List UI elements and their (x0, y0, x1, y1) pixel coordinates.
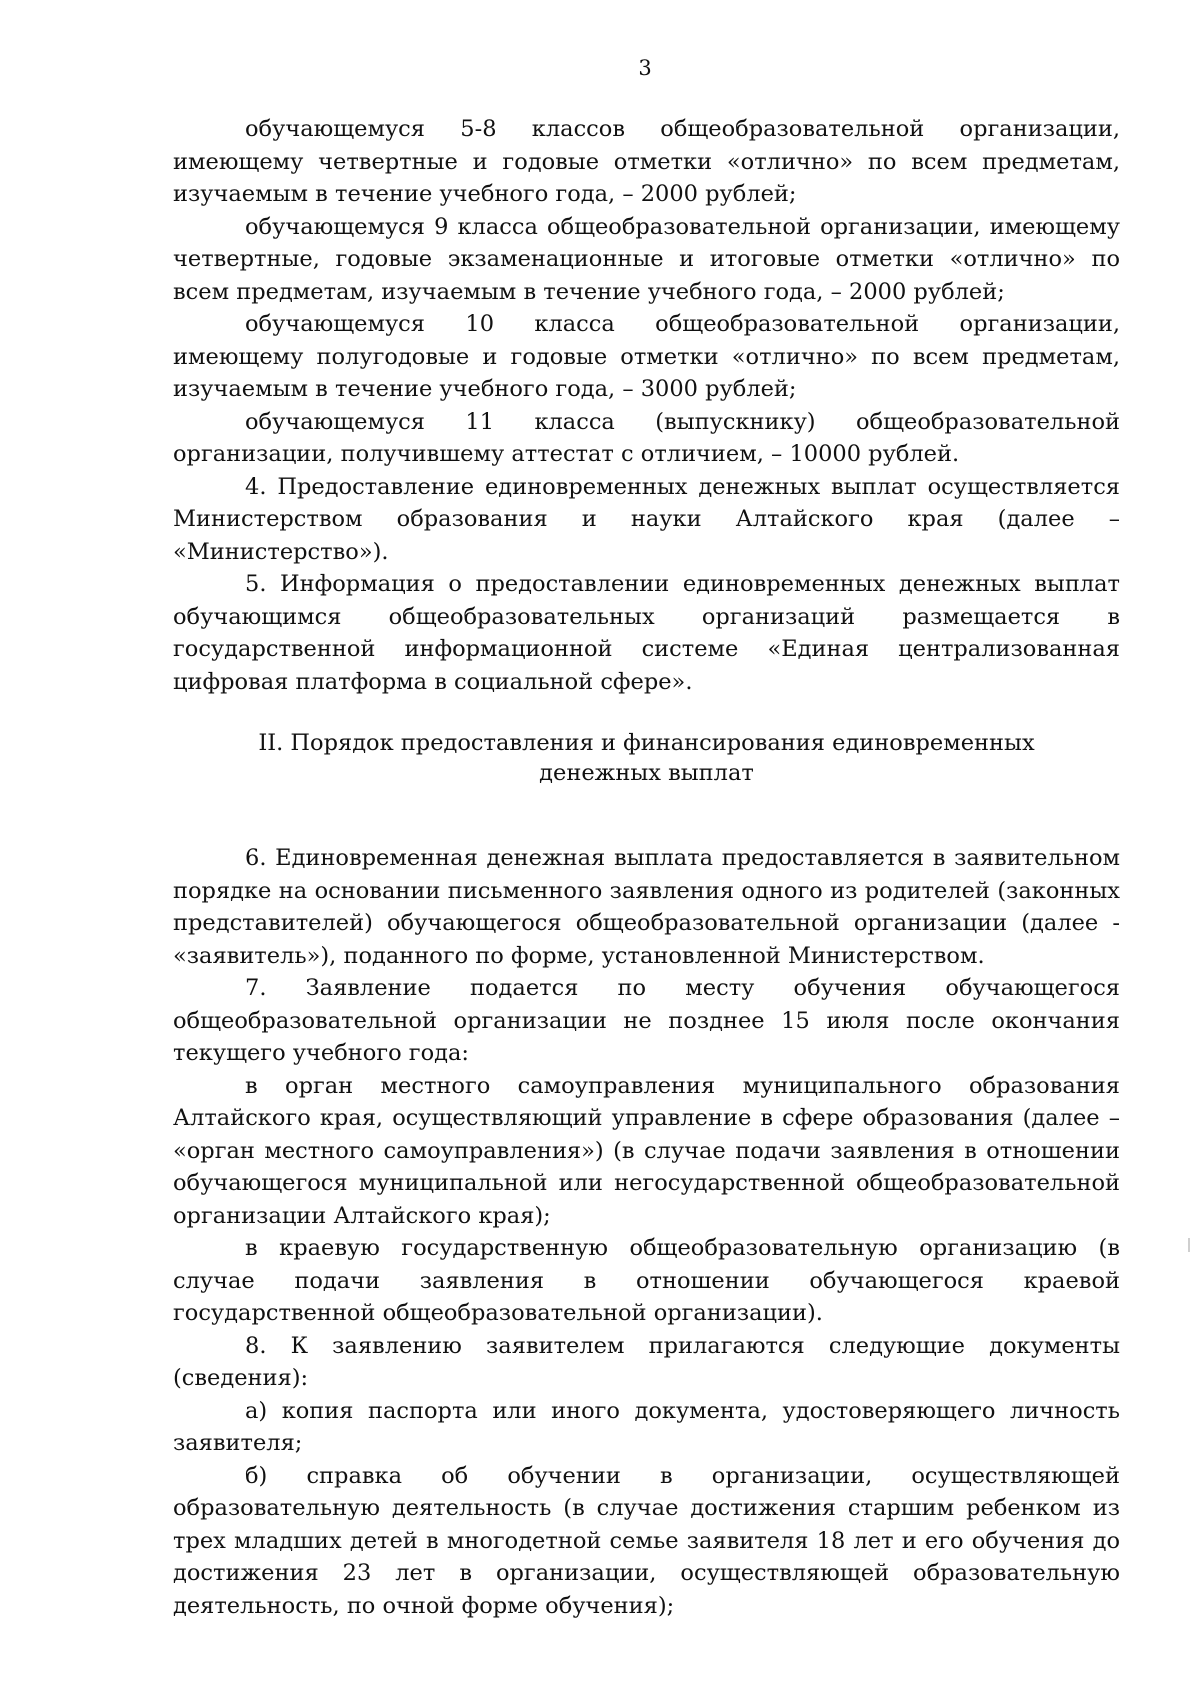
paragraph: обучающемуся 9 класса общеобразовательной организации, имеющему четвертные, годовые экзаменационные и итоговые отметки «отлично» по всем предметам, изучаемым в течение учебного года, – 2000 рублей; (173, 213, 1120, 305)
paragraph: обучающемуся 10 класса общеобразовательной организации, имеющему полугодовые и годовые отметки «отлично» по всем предметам, изучаемым в течение учебного года, – 3000 рублей; (173, 311, 1120, 402)
page-number: 3 (638, 56, 652, 80)
scan-mark (1188, 1238, 1190, 1252)
paragraph: в краевую государственную общеобразовательную организацию (в случае подачи заявления в отношении обучающегося краевой государственной общеобразовательной организации). (173, 1235, 1120, 1326)
document-body (173, 113, 1120, 1622)
paragraph-item-5: 5. Информация о предоставлении единовременных денежных выплат обучающимся общеобразовательных организаций размещается в государственной информационной системе «Единая централизованная цифровая платформа в социальной сфере». (173, 571, 1120, 695)
paragraph-item-4: 4. Предоставление единовременных денежных выплат осуществляется Министерством образования и науки Алтайского края (далее – «Министерство»). (173, 473, 1120, 565)
paragraph-subitem-b: б) справка об обучении в организации, осуществляющей образовательную деятельность (в случае достижения старшим ребенком из трех младших детей в многодетной семье заявителя 18 лет и его обучения до достижения 23 лет в организации, осуществляющей образовательную деятельность, по очной форме обучения); (173, 1462, 1120, 1619)
paragraph-item-8: 8. К заявлению заявителем прилагаются следующие документы (сведения): (173, 1332, 1120, 1391)
paragraph: обучающемуся 5-8 классов общеобразовательной организации, имеющему четвертные и годовые отметки «отлично» по всем предметам, изучаемым в течение учебного года, – 2000 рублей; (173, 116, 1120, 207)
paragraph-item-6: 6. Единовременная денежная выплата предоставляется в заявительном порядке на основании письменного заявления одного из родителей (законных представителей) обучающегося общеобразовательной организации (далее - «заявитель»), поданного по форме, установленной Министерством. (173, 845, 1120, 969)
section-heading-line: II. Порядок предоставления и финансирования единовременных (258, 730, 1035, 756)
paragraph-item-7: 7. Заявление подается по месту обучения обучающегося общеобразовательной организации не позднее 15 июля после окончания текущего учебного года: (173, 975, 1120, 1066)
paragraph: в орган местного самоуправления муниципального образования Алтайского края, осуществляющий управление в сфере образования (далее – «орган местного самоуправления») (в случае подачи заявления в отношении обучающегося муниципальной или негосударственной общеобразовательной организации Алтайского края); (173, 1072, 1120, 1229)
section-heading (173, 728, 1120, 788)
section-heading-line: денежных выплат (539, 760, 754, 786)
paragraph-subitem-a: а) копия паспорта или иного документа, удостоверяющего личность заявителя; (173, 1397, 1120, 1456)
paragraph: обучающемуся 11 класса (выпускнику) общеобразовательной организации, получившему аттестат с отличием, – 10000 рублей. (173, 408, 1120, 467)
